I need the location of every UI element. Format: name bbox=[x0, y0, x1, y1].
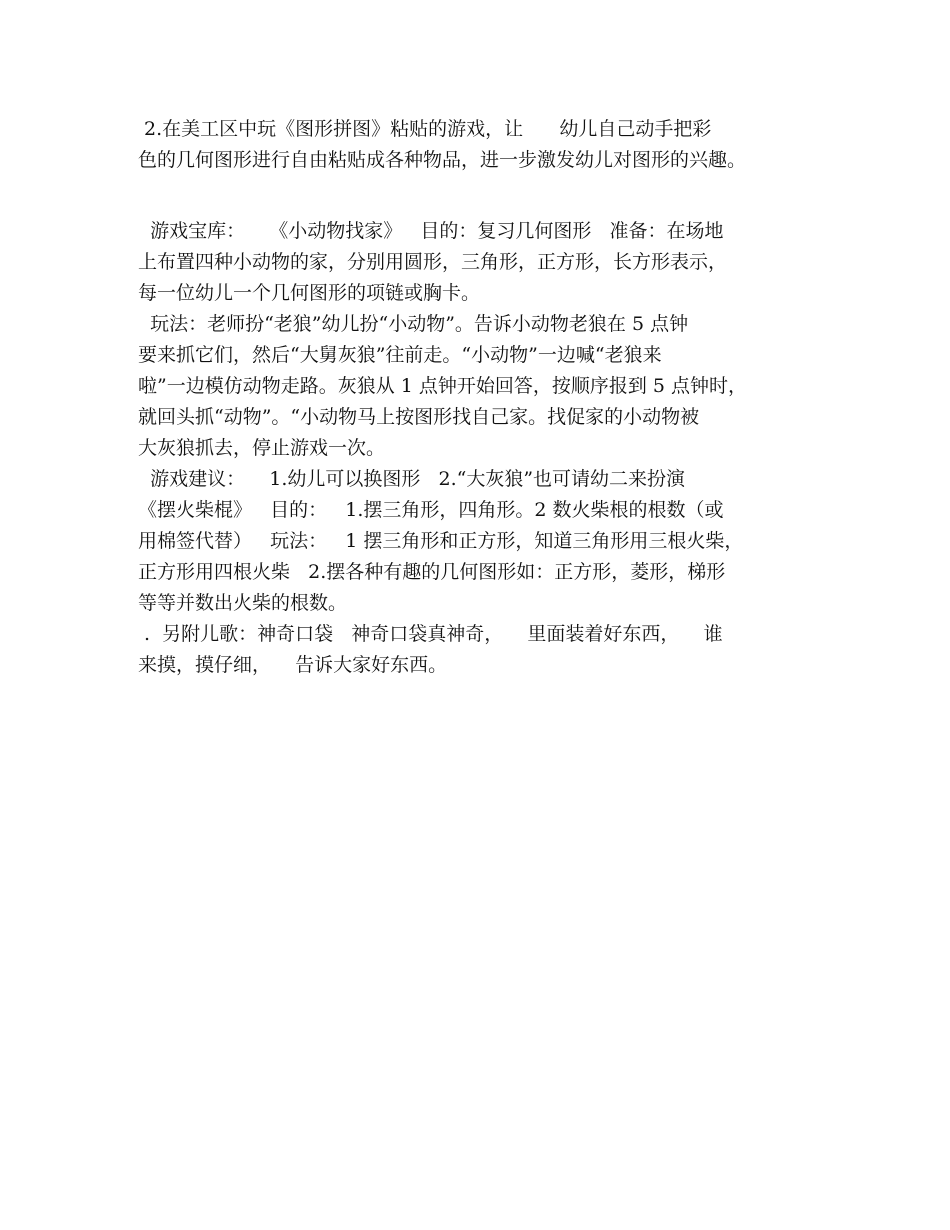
text-line: 用棉签代替） 玩法： 1 摆三角形和正方形，知道三角形用三根火柴， bbox=[138, 530, 744, 552]
paragraph-game-treasury bbox=[138, 216, 838, 681]
text-line: 游戏宝库： 《小动物找家》 目的：复习几何图形 准备：在场地 bbox=[138, 220, 724, 242]
text-line: 游戏建议： 1.幼儿可以换图形 2.“大灰狼”也可请幼二来扮演 bbox=[138, 468, 686, 490]
text-line: 2.在美工区中玩《图形拼图》粘贴的游戏，让 幼儿自己动手把彩 bbox=[138, 118, 712, 140]
text-line: 就回头抓“动物”。“小动物马上按图形找自己家。找促家的小动物被 bbox=[138, 406, 700, 428]
paragraph-spacer bbox=[138, 176, 838, 216]
text-line: 要来抓它们，然后“大舅灰狼”往前走。“小动物”一边喊“老狼来 bbox=[138, 344, 662, 366]
text-line: 来摸，摸仔细， 告诉大家好东西。 bbox=[138, 654, 448, 676]
paragraph-art-area-game bbox=[138, 114, 838, 176]
text-line: 等等并数出火柴的根数。 bbox=[138, 592, 348, 614]
text-line: . 另附儿歌：神奇口袋 神奇口袋真神奇， 里面装着好东西， 谁 bbox=[138, 623, 723, 645]
text-line: 《摆火柴棍》 目的： 1.摆三角形，四角形。2 数火柴根的根数（或 bbox=[138, 499, 724, 521]
text-line: 上布置四种小动物的家，分别用圆形，三角形，正方形，长方形表示， bbox=[138, 251, 728, 273]
text-line: 色的几何图形进行自由粘贴成各种物品，进一步激发幼儿对图形的兴趣。 bbox=[138, 149, 747, 171]
text-line: 玩法：老师扮“老狼”幼儿扮“小动物”。告诉小动物老狼在 5 点钟 bbox=[138, 313, 689, 335]
text-line: 每一位幼儿一个几何图形的项链或胸卡。 bbox=[138, 282, 481, 304]
text-line: 正方形用四根火柴 2.摆各种有趣的几何图形如：正方形，菱形，梯形 bbox=[138, 561, 726, 583]
text-line: 大灰狼抓去，停止游戏一次。 bbox=[138, 437, 386, 459]
document-body bbox=[138, 114, 838, 681]
text-line: 啦”一边模仿动物走路。灰狼从 1 点钟开始回答，按顺序报到 5 点钟时， bbox=[138, 375, 748, 397]
